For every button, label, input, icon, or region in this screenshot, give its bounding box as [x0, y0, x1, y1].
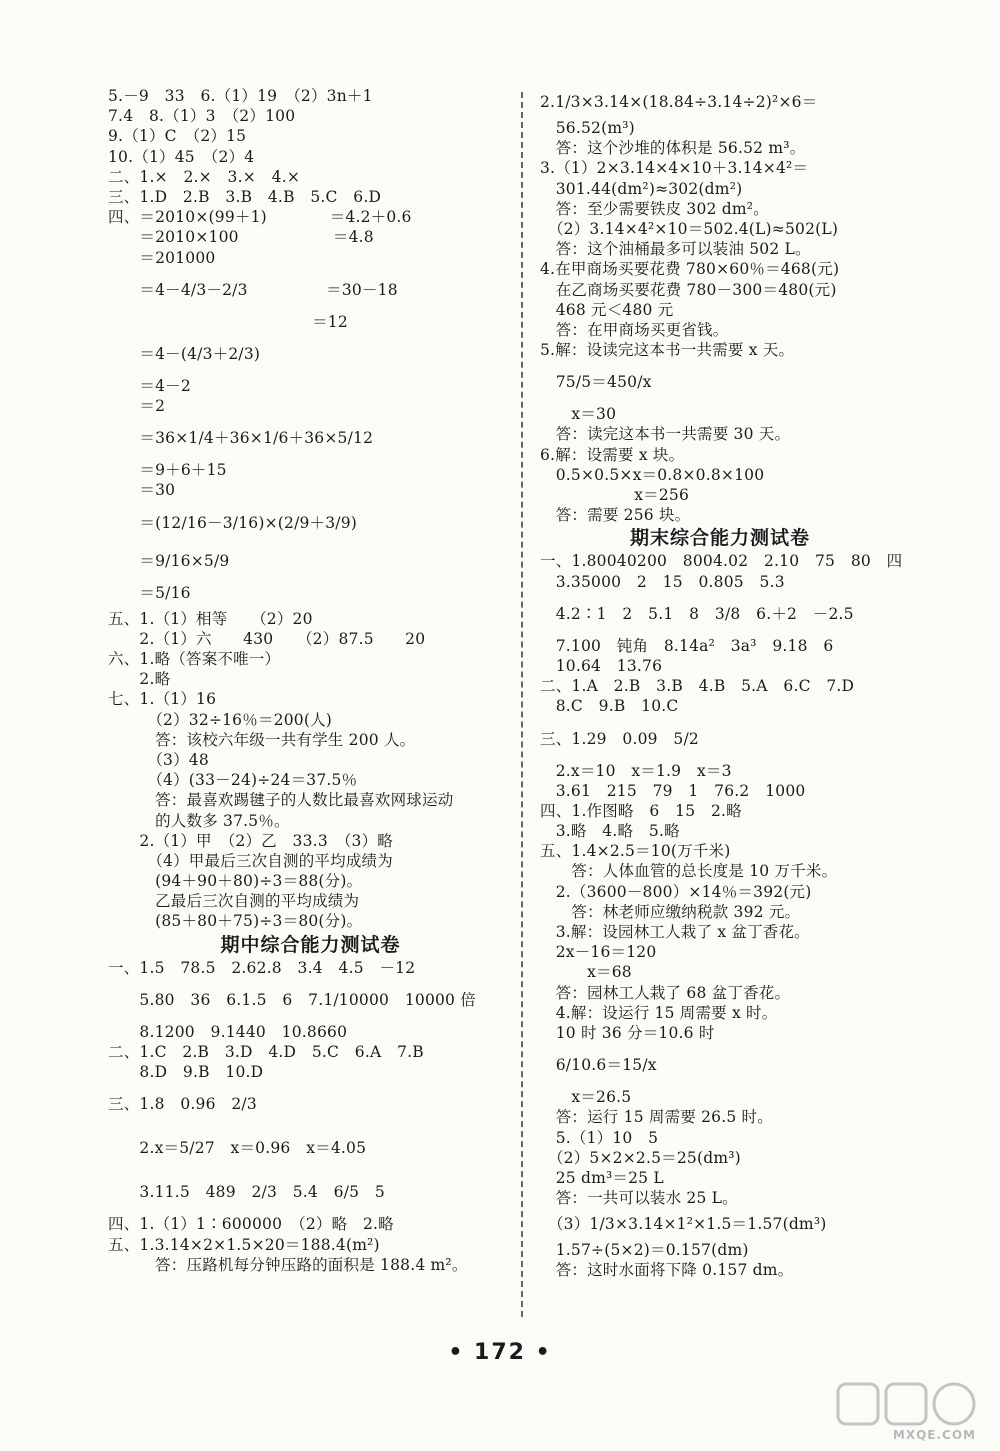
right-answer-line: 25 dm³＝25 L: [540, 1168, 664, 1187]
left-answer-line: ＝4－2: [108, 376, 191, 395]
right-answer-line: 3.略 4.略 5.略: [540, 822, 680, 841]
right-answer-line: 1.57÷(5×2)＝0.157(dm): [540, 1241, 749, 1260]
left-answer-line: ＝9/16×5/9: [108, 551, 230, 570]
left-answer-line: ＝4－4/3－2/3 ＝30－18: [108, 280, 398, 299]
right-answer-line: 301.44(dm²)≈302(dm²): [540, 179, 743, 198]
left-answer-line: 答：该校六年级一共有学生 200 人。: [108, 730, 416, 749]
left-answer-line: 四、＝2010×(99＋1) ＝4.2＋0.6: [108, 208, 412, 227]
left-answer-line: （2）32÷16％＝200(人): [108, 710, 333, 729]
left-answer-line: ＝2: [108, 397, 166, 416]
right-answer-line: 75/5＝450/x: [540, 373, 652, 392]
left-answer-line: 五、1.3.14×2×1.5×20＝188.4(m²): [108, 1235, 380, 1254]
right-answer-line: 7.100 钝角 8.14a² 3a³ 9.18 6: [540, 636, 834, 655]
right-column: [540, 86, 903, 1281]
right-answer-line: 一、1.80040200 8004.02 2.10 75 80 四: [540, 552, 903, 571]
right-answer-line: 三、1.29 0.09 5/2: [540, 729, 699, 748]
left-answer-line: 5.80 36 6.1.5 6 7.1/10000 10000 倍: [108, 990, 476, 1009]
right-answer-line: 答：需要 256 块。: [540, 506, 691, 525]
right-answer-line: x＝26.5: [540, 1088, 632, 1107]
left-answer-line: 7.4 8.（1）3 （2）100: [108, 107, 296, 126]
right-answer-line: 468 元＜480 元: [540, 300, 674, 319]
left-answer-line: 三、1.8 0.96 2/3: [108, 1095, 257, 1114]
page-number: • 172 •: [448, 1340, 552, 1365]
right-answer-line: 答：林老师应缴纳税款 392 元。: [540, 902, 801, 921]
right-answer-line: 二、1.A 2.B 3.B 4.B 5.A 6.C 7.D: [540, 677, 855, 696]
left-answer-line: ＝12: [108, 312, 348, 331]
section-heading: 期末综合能力测试卷: [629, 527, 810, 550]
left-answer-line: 2.（1）甲 （2）乙 33.3 （3）略: [108, 831, 393, 850]
right-answer-line: 4.2∶1 2 5.1 8 3/8 6.＋2 －2.5: [540, 604, 854, 623]
watermark-text: MXQE.COM: [892, 1428, 976, 1442]
left-answer-line: ＝2010×100 ＝4.8: [108, 228, 374, 247]
right-answer-line: 答：人体血管的总长度是 10 万千米。: [540, 862, 838, 881]
left-answer-line: 七、1.（1）16: [108, 690, 217, 709]
right-answer-line: 6/10.6＝15/x: [540, 1056, 657, 1075]
right-answer-line: 56.52(m³): [540, 119, 635, 137]
left-answer-line: 5.－9 33 6.（1）19 （2）3n＋1: [108, 87, 373, 105]
right-answer-line: （2）5×2×2.5＝25(dm³): [540, 1148, 741, 1167]
left-answer-line: ＝5/16: [108, 583, 191, 602]
right-answer-line: 3.（1）2×3.14×4×10＋3.14×4²＝: [540, 159, 809, 178]
left-answer-line: 五、1.（1）相等 （2）20: [108, 609, 313, 628]
left-answer-line: 答：压路机每分钟压路的面积是 188.4 m²。: [108, 1255, 468, 1274]
left-answer-line: 9.（1）C （2）15: [108, 127, 247, 146]
left-answer-line: (85＋80＋75)÷3＝80(分)。: [108, 912, 363, 931]
right-answer-line: 2.（3600－800）×14％＝392(元): [540, 882, 812, 901]
right-answer-line: 答：这个沙堆的体积是 56.52 m³。: [540, 139, 806, 158]
left-answer-line: ＝9＋6＋15: [108, 461, 227, 480]
right-answer-line: 2.x＝10 x＝1.9 x＝3: [540, 761, 732, 780]
left-answer-line: 乙最后三次自测的平均成绩为: [108, 892, 360, 911]
right-answer-line: 5.解：设读完这本书一共需要 x 天。: [540, 341, 795, 360]
right-answer-line: 3.35000 2 15 0.805 5.3: [540, 572, 785, 591]
left-answer-line: 一、1.5 78.5 2.62.8 3.4 4.5 －12: [108, 958, 416, 977]
right-answer-line: 答：在甲商场买更省钱。: [540, 320, 729, 339]
left-answer-line: （4）(33－24)÷24＝37.5％: [108, 771, 358, 790]
right-answer-line: 答：这个油桶最多可以装油 502 L。: [540, 240, 811, 259]
right-answer-line: （2）3.14×4²×10＝502.4(L)≈502(L): [540, 219, 839, 238]
right-answer-line: 4.解：设运行 15 周需要 x 时。: [540, 1003, 778, 1022]
left-answer-line: (94＋90＋80)÷3＝88(分)。: [108, 872, 363, 891]
left-answer-line: 三、1.D 2.B 3.B 4.B 5.C 6.D: [108, 187, 382, 206]
left-answer-line: ＝201000: [108, 248, 216, 267]
right-answer-line: x＝256: [540, 486, 690, 504]
right-answer-line: 10.64 13.76: [540, 656, 663, 675]
right-answer-line: 3.61 215 79 1 76.2 1000: [540, 781, 806, 800]
left-column: [108, 86, 513, 1275]
right-answer-line: 6.解：设需要 x 块。: [540, 445, 685, 464]
right-answer-line: 0.5×0.5×x＝0.8×0.8×100: [540, 465, 765, 484]
left-answer-line: ＝30: [108, 481, 176, 500]
left-answer-line: ＝36×1/4＋36×1/6＋36×5/12: [108, 429, 374, 448]
left-answer-line: 3.11.5 489 2/3 5.4 6/5 5: [108, 1183, 385, 1202]
left-answer-line: 二、1.C 2.B 3.D 4.D 5.C 6.A 7.B: [108, 1043, 424, 1061]
right-answer-line: x＝68: [540, 963, 632, 982]
left-answer-line: 8.1200 9.1440 10.8660: [108, 1022, 348, 1041]
left-answer-line: 四、1.（1）1∶600000 （2）略 2.略: [108, 1215, 394, 1234]
right-answer-line: （3）1/3×3.14×1²×1.5＝1.57(dm³): [540, 1215, 827, 1234]
left-answer-line: 2.略: [108, 670, 171, 689]
right-answer-line: 2x－16＝120: [540, 943, 657, 962]
right-answer-line: 10 时 36 分＝10.6 时: [540, 1023, 715, 1042]
right-answer-line: 答：一共可以装水 25 L。: [540, 1189, 738, 1208]
right-answer-line: 2.1/3×3.14×(18.84÷3.14÷2)²×6＝: [540, 93, 818, 111]
left-answer-line: ＝4－(4/3＋2/3): [108, 344, 261, 363]
right-answer-line: 答：读完这本书一共需要 30 天。: [540, 425, 791, 444]
right-answer-line: 8.C 9.B 10.C: [540, 697, 679, 716]
right-answer-line: 答：运行 15 周需要 26.5 时。: [540, 1108, 773, 1127]
left-answer-line: 答：最喜欢踢毽子的人数比最喜欢网球运动: [108, 791, 454, 810]
section-heading: 期中综合能力测试卷: [220, 933, 401, 956]
right-answer-line: 3.解：设园林工人栽了 x 盆丁香花。: [540, 923, 810, 941]
right-answer-line: 答：这时水面将下降 0.157 dm。: [540, 1261, 794, 1280]
column-divider: [521, 92, 523, 1317]
left-answer-line: ＝(12/16－3/16)×(2/9＋3/9): [108, 513, 358, 532]
left-answer-line: 的人数多 37.5％。: [108, 811, 290, 830]
right-answer-line: 在乙商场买要花费 780－300＝480(元): [540, 280, 837, 299]
right-answer-line: 四、1.作图略 6 15 2.略: [540, 801, 742, 820]
left-answer-line: 2.x＝5/27 x＝0.96 x＝4.05: [108, 1139, 367, 1158]
right-answer-line: 4.在甲商场买要花费 780×60％＝468(元): [540, 260, 840, 279]
left-answer-line: 10.（1）45 （2）4: [108, 147, 255, 166]
right-answer-line: 5.（1）10 5: [540, 1128, 659, 1147]
right-answer-line: 五、1.4×2.5＝10(万千米): [540, 842, 731, 861]
left-answer-line: 二、1.× 2.× 3.× 4.×: [108, 167, 301, 186]
right-answer-line: 答：园林工人栽了 68 盆丁香花。: [540, 983, 791, 1002]
left-answer-line: （4）甲最后三次自测的平均成绩为: [108, 851, 393, 870]
left-answer-line: 六、1.略（答案不唯一）: [108, 650, 281, 668]
right-answer-line: 答：至少需要铁皮 302 dm²。: [540, 199, 769, 218]
right-answer-line: x＝30: [540, 405, 617, 424]
left-answer-line: 2.（1）六 430 （2）87.5 20: [108, 629, 426, 648]
left-answer-line: 8.D 9.B 10.D: [108, 1063, 264, 1082]
left-answer-line: （3）48: [108, 750, 209, 769]
